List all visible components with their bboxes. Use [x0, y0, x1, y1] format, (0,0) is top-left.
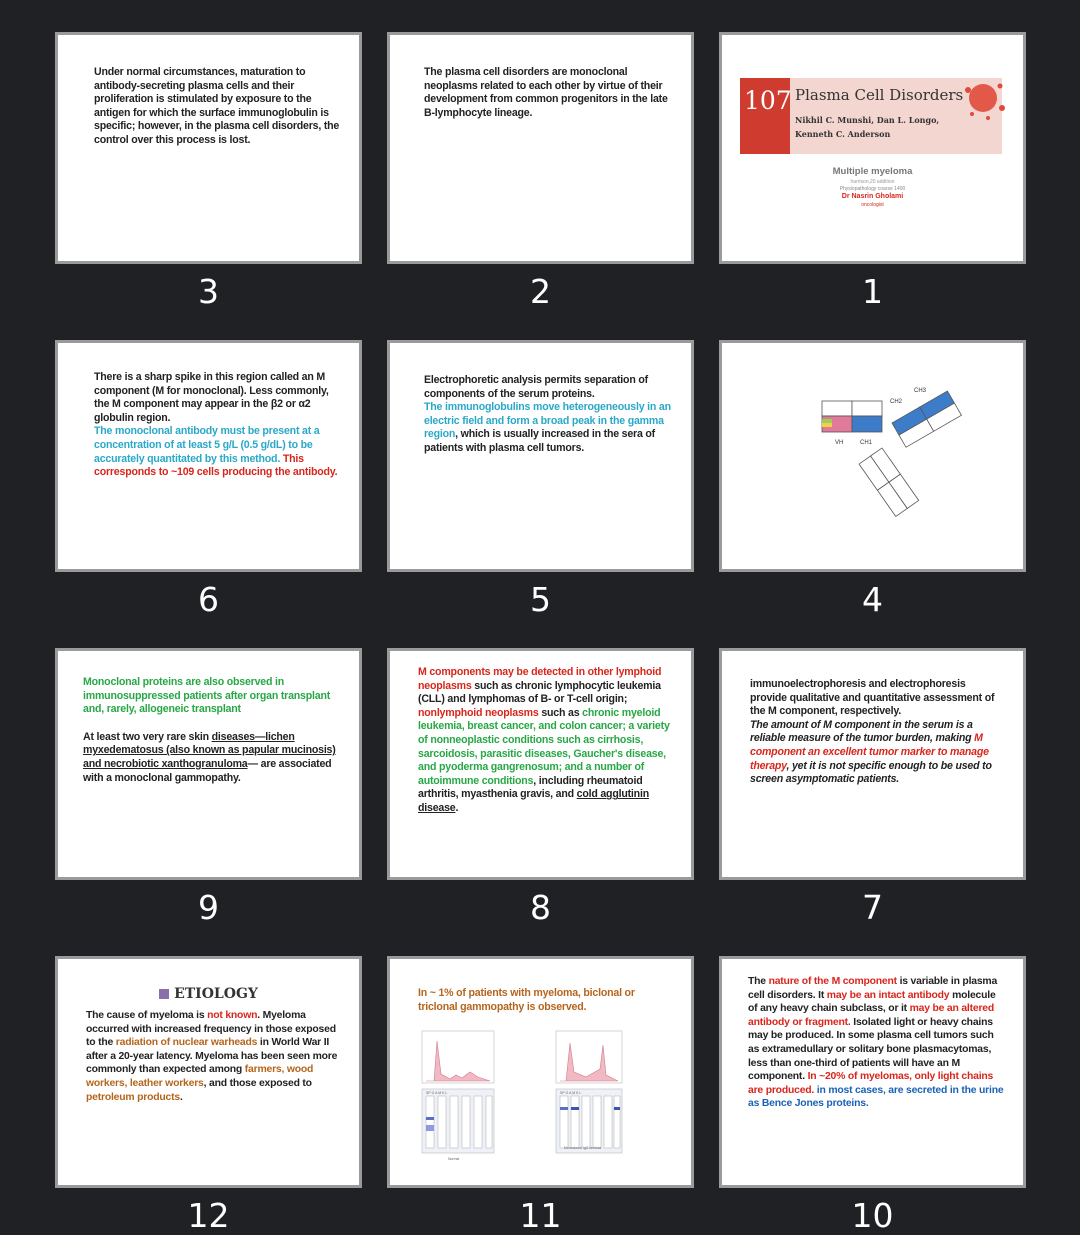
slide-2-text: The plasma cell disorders are monoclonal neoplasms related to each other by virtue of their development from common progenitors in the late B-lymphocyte lineage.: [424, 66, 668, 119]
slide-6-p1: There is a sharp spike in this region called an M component (M for monoclonal). Less commonly, the M component may appear in the β2 or α2 globulin region.: [94, 371, 329, 424]
label-vh: VH: [835, 440, 844, 446]
slide-12-a: The cause of myeloma is: [86, 1010, 208, 1021]
chapter-number: 107: [744, 86, 792, 115]
slide-8-c: nonlymphoid neoplasms: [418, 706, 539, 719]
slide-number-10: 10: [851, 1196, 894, 1235]
slide-10-i: in most cases, are secreted in the urine as Bence Jones proteins.: [748, 1084, 1004, 1110]
slide-number-11: 11: [519, 1196, 562, 1235]
slide-thumbnail-5[interactable]: [387, 340, 694, 572]
gel-header-right: SP G A M K L: [560, 1091, 582, 1095]
deck-subtitle: Multiple myeloma: [832, 166, 913, 177]
slide-number-5: 5: [530, 580, 551, 619]
slide-9-p2: [83, 731, 337, 785]
label-ch1: CH1: [860, 440, 873, 446]
slide-7-p2b: M component an excellent tumor marker to manage therapy: [750, 732, 989, 772]
square-bullet-icon: [159, 989, 169, 999]
slide-number-7: 7: [862, 888, 883, 927]
slide-9-p1: Monoclonal proteins are also observed in immunosuppressed patients after organ transplant and, rarely, allogeneic transplant: [83, 676, 331, 716]
slide-8-h: .: [455, 801, 459, 814]
slide-thumbnail-6[interactable]: [55, 340, 362, 572]
label-ch3: CH3: [914, 388, 927, 394]
presenter-name: Dr Nasrin Gholami: [841, 193, 904, 200]
slide-5-p2: The immunoglobulins move heterogeneously in an electric field and form a broad peak in the gamma region: [424, 401, 671, 441]
splash-icon: [958, 78, 1008, 128]
slide-number-3: 3: [198, 272, 219, 311]
slide-7-p2c: , yet it is not specific enough to be used to screen asymptomatic patients.: [750, 759, 992, 786]
slide-6-text: [94, 371, 342, 480]
slide-thumbnail-11[interactable]: [387, 956, 694, 1188]
slide-thumbnail-4[interactable]: [719, 340, 1026, 572]
slide-10-b: nature of the M component: [768, 976, 897, 987]
slide-5-p1: Electrophoretic analysis permits separation of components of the serum proteins.: [424, 374, 648, 400]
slide-6-p3: This corresponds to ~109 cells producing the antibody.: [94, 452, 338, 479]
slide-thumbnail-2[interactable]: [387, 32, 694, 264]
caption-right: Monoclonal IgG lambda: [564, 1146, 601, 1150]
slide-12-b: not known: [207, 1010, 258, 1021]
slide-12-h: petroleum products: [86, 1091, 180, 1103]
slide-10-h: In ~20% of myelomas, only light chains are produced.: [748, 1071, 994, 1096]
slide-7-p1: immunoelectrophoresis and electrophoresis provide qualitative and quantitative assessment of the M component, respectively.: [750, 678, 995, 718]
slide-8-b: such as chronic lymphocytic leukemia (CLL) and lymphomas of B- or T-cell origin;: [418, 679, 661, 706]
slide-thumbnail-3[interactable]: [55, 32, 362, 264]
slide-10-c: is variable in plasma cell disorders. It: [748, 976, 998, 1001]
slide-10-e: molecule of any heavy chain subclass, or it: [748, 989, 996, 1015]
slide-8-d: such as: [538, 706, 583, 719]
slide-7-text: [750, 678, 1004, 787]
title-banner: [740, 78, 1002, 154]
slide-11-text: In ~ 1% of patients with myeloma, biclonal or triclonal gammopathy is observed.: [418, 987, 635, 1013]
authors-line-1: Nikhil C. Munshi, Dan L. Longo,: [795, 115, 940, 125]
slide-thumbnail-1[interactable]: [719, 32, 1026, 264]
slide-10-text: [748, 975, 1004, 1111]
slide-8-g: cold agglutinin disease: [418, 788, 649, 814]
slide-number-9: 9: [198, 888, 219, 927]
slide-12-text: [86, 1009, 340, 1104]
slide-number-1: 1: [862, 272, 883, 311]
etiology-heading: [58, 985, 359, 1003]
slide-5-p3: , which is usually increased in the sera of patients with plasma cell tumors.: [424, 428, 655, 454]
slide-9-text: [83, 676, 337, 785]
slide-12-g: , and those exposed to: [203, 1077, 312, 1089]
edition-text: harrison,20 addition: [850, 179, 895, 185]
slide-number-6: 6: [198, 580, 219, 619]
slide-8-e: chronic myeloid leukemia, breast cancer, and colon cancer; a variety of nonneoplastic conditions such as cirrhosis, sarcoidosis, parasitic diseases, Gaucher's disease, and pyoderma gangrenosum; and a number of autoimmune conditions: [418, 706, 670, 787]
slide-10-g: Isolated light or heavy chains may be produced. In some plasma cell tumors such as extramedullary or solitary bone plasmacytomas, less than one-third of patients will have an M component.: [748, 1016, 994, 1083]
slide-thumbnail-9[interactable]: [55, 648, 362, 880]
slide-8-a: M components may be detected in other lymphoid neoplasms: [418, 666, 662, 692]
course-text: Physiopathology coarse 1400: [839, 186, 906, 192]
slide-12-d: radiation of nuclear warheads: [115, 1037, 258, 1049]
gel-header-left: SP G A M K L: [426, 1091, 448, 1095]
slide-7-p2a: The amount of M component in the serum is a reliable measure of the tumor burden, making: [750, 718, 975, 745]
slide-6-p2: The monoclonal antibody must be present at a concentration of at least 5 g/L (0.5 g/dL) to be accurately quantitated by this method.: [94, 425, 320, 465]
slide-number-12: 12: [187, 1196, 230, 1235]
slide-9-p2a: At least two very rare skin: [83, 730, 212, 743]
slide-9-p2c: — are associated with a monoclonal gammopathy.: [83, 757, 332, 784]
slide-12-i: .: [179, 1091, 183, 1103]
slide-thumbnail-12[interactable]: [55, 956, 362, 1188]
slide-8-f: , including rheumatoid arthritis, myasthenia gravis, and: [418, 774, 643, 801]
slide-12-c: . Myeloma occurred with increased frequency in those exposed to the: [86, 1010, 336, 1049]
slide-7-p2: [750, 719, 1004, 787]
electrophoresis-figure: [390, 959, 691, 1185]
chapter-title: Plasma Cell Disorders: [795, 86, 964, 104]
slide-5-text: [424, 374, 672, 456]
slide-12-heading: ETIOLOGY: [174, 986, 258, 1002]
antibody-diagram: [722, 343, 1023, 569]
slide-12-f: farmers, wood workers, leather workers: [86, 1064, 314, 1089]
slide-thumbnail-8[interactable]: [387, 648, 694, 880]
slide-thumbnail-7[interactable]: [719, 648, 1026, 880]
slide-number-2: 2: [530, 272, 551, 311]
caption-left: Normal: [448, 1157, 460, 1161]
slide-10-d: may be an intact antibody: [826, 989, 950, 1001]
slide-3-text: Under normal circumstances, maturation to antibody-secreting plasma cells and their proliferation is stimulated by exposure to the antigen for which the surface immunoglobulin is specific; however, in the plasma cell disorders, the control over this process is lost.: [94, 66, 340, 146]
slide-10-a: The: [748, 976, 769, 987]
authors-line-2: Kenneth C. Anderson: [795, 129, 891, 139]
presenter-role: oncologist: [861, 202, 884, 208]
slide-9-p2b: diseases—lichen myxedematosus (also known as papular mucinosis) and necrobiotic xanthogranuloma: [83, 730, 336, 770]
slide-8-text: [418, 666, 672, 816]
slide-number-8: 8: [530, 888, 551, 927]
slide-10-f: may be an altered antibody or fragment.: [748, 1003, 995, 1028]
slide-number-4: 4: [862, 580, 883, 619]
slide-thumbnail-10[interactable]: [719, 956, 1026, 1188]
label-ch2: CH2: [890, 399, 903, 405]
slide-12-e: in World War II after a 20-year latency. Myeloma has been seen more commonly than expected among: [86, 1037, 338, 1076]
